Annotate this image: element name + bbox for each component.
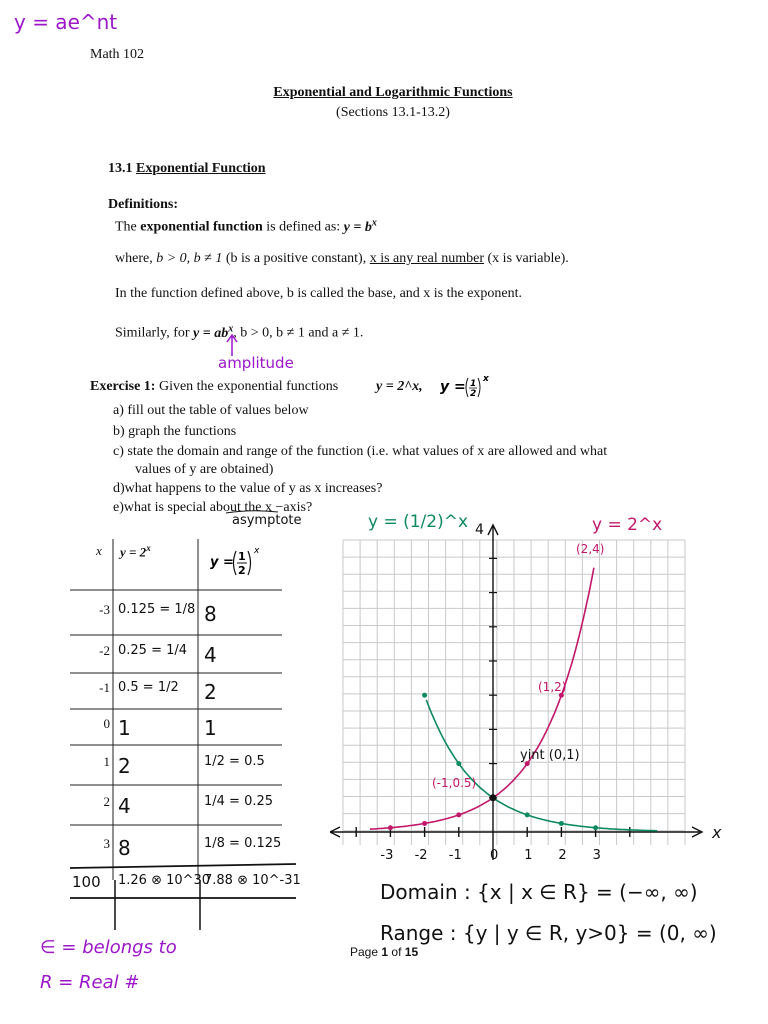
table-cell-x: 0 (103, 716, 110, 731)
exercise-item-c-cont: values of y are obtained) (135, 462, 274, 477)
section-name: Exponential Function (136, 161, 266, 176)
x-tick-label: -2 (414, 848, 428, 863)
exercise-fn2 (440, 372, 500, 407)
asymptote-underline (222, 496, 282, 518)
definition-line-4: Similarly, for $y = ab^x$, b > 0, b ≠ 1 and a ≠ 1. (115, 323, 364, 341)
exercise-item-b: b) graph the functions (113, 424, 237, 439)
teal-data-point (456, 761, 461, 766)
asymptote-note: asymptote (232, 513, 302, 528)
table-cell-y1: 0.25 = 1/4 (118, 643, 188, 658)
values-table (70, 535, 302, 935)
range-statement: Range : {y | y ∈ R, y>0} = (0, ∞) (380, 921, 717, 945)
svg-text:y =: y = (210, 555, 234, 570)
svg-text:2: 2 (238, 564, 246, 577)
x-tick-label: 1 (524, 848, 533, 863)
exercise-item-d: d)what happens to the value of y as x increases? (113, 481, 383, 496)
x-tick-label: -3 (380, 848, 394, 863)
svg-text:2: 2 (470, 389, 477, 399)
annotation-1-2: (1,2) (538, 680, 567, 694)
table-cell-y2: 1/8 = 0.125 (204, 836, 282, 851)
table-cell-x: 100 (72, 873, 101, 891)
exponential-graph (330, 505, 750, 870)
table-cell-y1: 4 (118, 794, 131, 818)
table-cell-y1: 2 (118, 754, 131, 778)
table-cell-y2: 1 (204, 716, 217, 740)
table-cell-y1: 1 (118, 716, 131, 740)
table-cell-y2: 1/2 = 0.5 (204, 754, 265, 769)
table-cell-x: 1 (103, 754, 110, 769)
exercise-intro: Exercise 1: Given the exponential functions (90, 379, 339, 394)
svg-text:x: x (483, 374, 489, 384)
table-cell-x: 3 (103, 836, 110, 851)
svg-text:1: 1 (470, 379, 477, 389)
pink-data-point (388, 825, 393, 830)
page-title: Exponential and Logarithmic Functions (273, 85, 513, 100)
table-cell-y2: 2 (204, 680, 217, 704)
pink-data-point (456, 812, 461, 817)
exercise-item-c: c) state the domain and range of the function (i.e. what values of x are allowed and what (113, 444, 608, 459)
table-cell-y1: 0.125 = 1/8 (118, 602, 196, 617)
definition-line-3: In the function defined above, b is called the base, and x is the exponent. (115, 286, 523, 301)
page-subtitle: (Sections 13.1-13.2) (336, 105, 450, 120)
x-tick-label: 3 (592, 848, 601, 863)
teal-data-point (422, 693, 427, 698)
table-header-x: x (96, 543, 102, 558)
teal-data-point (525, 812, 530, 817)
table-cell-y2: 1/4 = 0.25 (204, 794, 274, 809)
domain-statement: Domain : {x | x ∈ R} = (−∞, ∞) (380, 880, 698, 904)
x-tick-label: -1 (448, 848, 462, 863)
table-cell-x: -3 (99, 602, 110, 617)
svg-text:1: 1 (238, 550, 246, 563)
pink-data-point (422, 821, 427, 826)
section-number: 13.1 (108, 161, 133, 176)
definitions-heading: Definitions: (108, 197, 178, 212)
annotation-neg1-half: (-1,0.5) (432, 776, 477, 790)
x-tick-label: 2 (558, 848, 567, 863)
label-y-2-pow-x: y = 2^x (592, 515, 663, 535)
y-axis-tick-label: 4 (475, 522, 484, 538)
x-tick-label: 0 (490, 848, 499, 863)
table-cell-y1: 0.5 = 1/2 (118, 680, 179, 695)
annotation-2-4: (2,4) (576, 542, 605, 556)
table-header-y2 (210, 541, 270, 586)
amplitude-note: amplitude (218, 354, 294, 372)
curve-y-half-pow-x (426, 700, 657, 831)
teal-data-point (593, 825, 598, 830)
table-cell-x: -1 (99, 680, 110, 695)
annotation-yint: yint (0,1) (520, 748, 580, 763)
page-number: Page 1 of 15 (350, 945, 419, 959)
real-note: R = Real # (40, 972, 140, 993)
definition-line-2: where, b > 0, b ≠ 1 (b is a positive constant), x is any real number (x is variable). (115, 251, 569, 266)
belongs-note: ∈ = belongs to (40, 937, 177, 958)
margin-note-formula: y = ae^nt (14, 10, 118, 34)
exercise-item-a: a) fill out the table of values below (113, 403, 309, 418)
label-y-half-pow-x: y = (1/2)^x (368, 512, 469, 532)
half-power-expression (440, 372, 500, 402)
exercise-fn1: y = 2^x, (376, 379, 423, 394)
table-cell-y1: 8 (118, 836, 131, 860)
table-cell-y2: 8 (204, 602, 217, 626)
y-intercept-point (490, 794, 497, 801)
table-cell-x: -2 (99, 643, 110, 658)
svg-text:y =: y = (440, 379, 466, 395)
table-cell-y2: 4 (204, 643, 217, 667)
svg-text:x: x (254, 546, 260, 556)
teal-data-point (559, 821, 564, 826)
table-header-y1: $y = 2^x$ (120, 543, 151, 560)
exercise-item-e: e)what is special about the x −axis? (113, 500, 313, 515)
table-cell-y1: 1.26 ⊗ 10^30 (118, 873, 211, 888)
table-cell-x: 2 (103, 794, 110, 809)
table-cell-y2: 7.88 ⊗ 10^-31 (204, 873, 301, 888)
course-label: Math 102 (90, 47, 145, 62)
definition-line-1: The exponential function is defined as: $y = b^x$ (115, 217, 377, 235)
x-axis-label: x (712, 823, 722, 842)
section-heading (108, 160, 266, 177)
